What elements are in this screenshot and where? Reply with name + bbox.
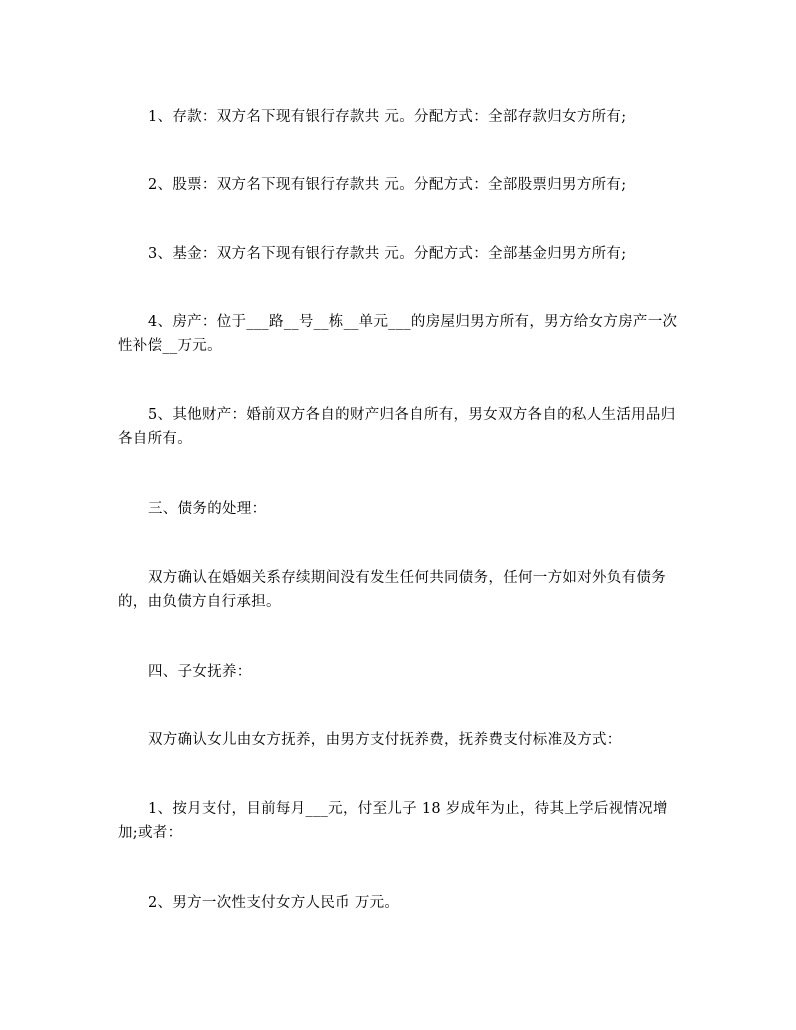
section-heading-debts: 三、债务的处理： bbox=[148, 501, 267, 517]
clause-stocks: 2、股票：双方名下现有银行存款共 元。分配方式：全部股票归男方所有; bbox=[148, 177, 627, 193]
clause-other-assets: 5、其他财产：婚前双方各自的财产归各自所有，男女双方各自的私人生活用品归各自所有。 bbox=[118, 407, 676, 447]
clause-debts: 双方确认在婚姻关系存续期间没有发生任何共同债务，任何一方如对外负有债务的，由负债方自行承担。 bbox=[118, 570, 666, 610]
clause-monthly-payment: 1、按月支付，目前每月___元，付至儿子 18 岁成年为止，待其上学后视情况增加;或者： bbox=[118, 801, 668, 841]
clause-property: 4、房产：位于___路__号__栋__单元___的房屋归男方所有，男方给女方房产一次性补偿__万元。 bbox=[118, 314, 678, 354]
clause-child-support-intro: 双方确认女儿由女方抚养，由男方支付抚养费，抚养费支付标准及方式： bbox=[148, 732, 622, 748]
section-heading-child-support: 四、子女抚养： bbox=[148, 664, 252, 680]
clause-funds: 3、基金：双方名下现有银行存款共 元。分配方式：全部基金归男方所有; bbox=[148, 246, 627, 262]
clause-deposit: 1、存款：双方名下现有银行存款共 元。分配方式：全部存款归女方所有; bbox=[148, 109, 627, 125]
clause-lump-sum-payment: 2、男方一次性支付女方人民币 万元。 bbox=[148, 895, 400, 911]
